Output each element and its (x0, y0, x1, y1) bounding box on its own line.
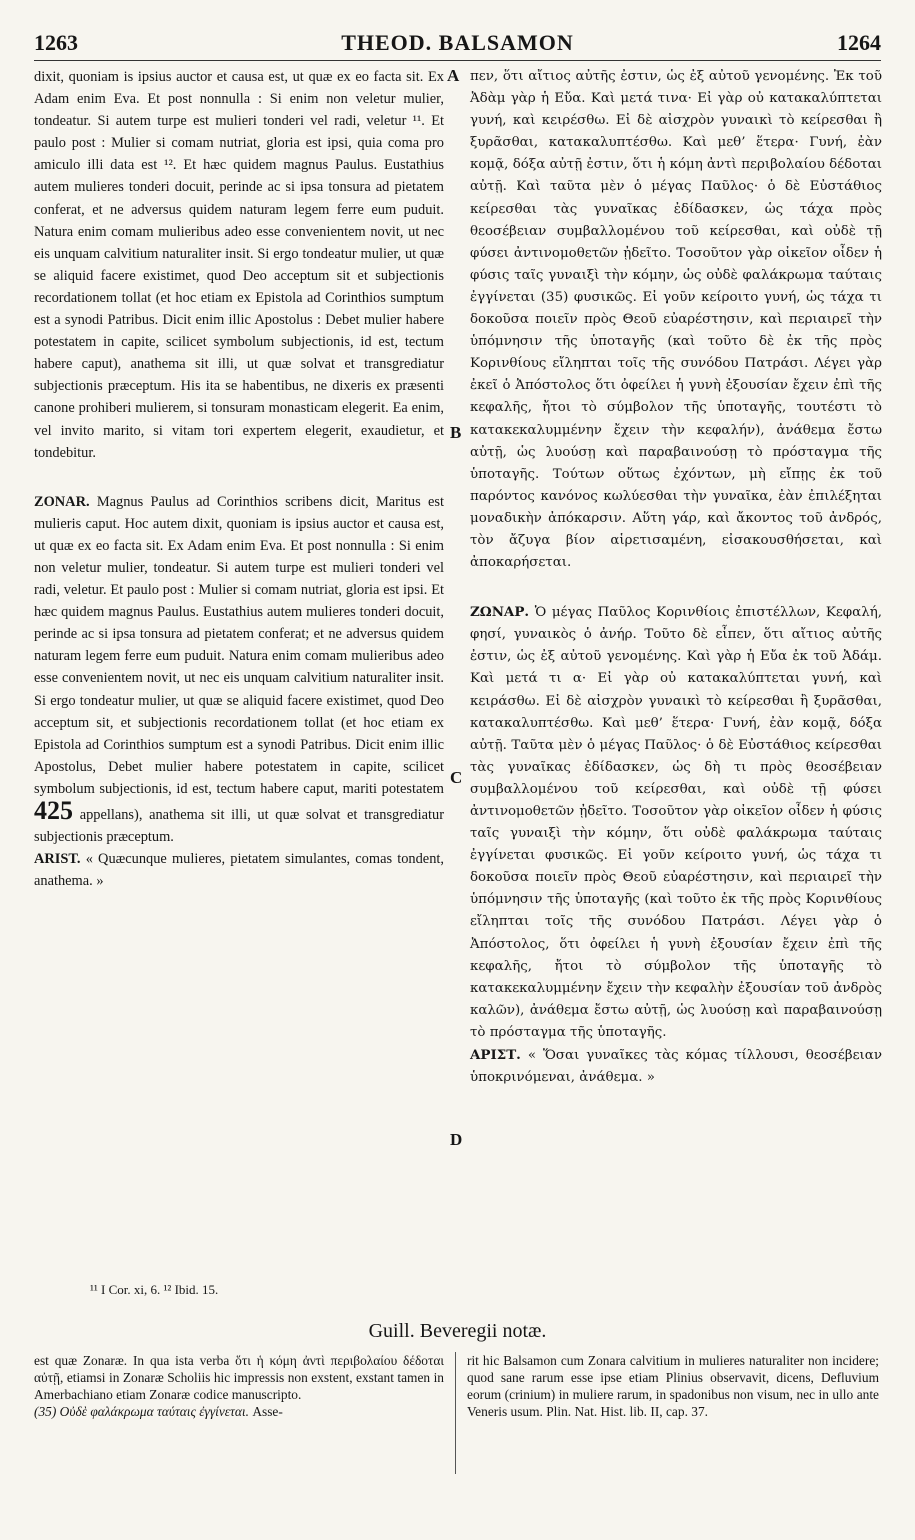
notes-right-column: rit hic Balsamon cum Zonara calvitium in mulieres naturaliter non incidere; quod sane rarum esse ipse etiam Plinius observavit, dicens, Defluvium eorum (crinium) in muliere rarum, in spadonibus non visum, nec in ullo ante Veneris usum. Plin. Nat. Hist. lib. II, cap. 37. (467, 1353, 879, 1419)
greek-column (470, 66, 882, 1089)
margin-marker-a: A (447, 66, 460, 85)
latin-zonaras-tail: appellans), anathema sit illi, ut quæ solvat et transgrediatur subjectionis præceptum. (34, 807, 444, 846)
greek-zonaras-body: Ὁ μέγας Παῦλος Κορινθίοις ἐπιστέλλων, Κεφαλή, φησί, γυναικὸς ὁ ἀνήρ. Τοῦτο δὲ εἶπεν, ὅτι αἴτιος αὐτῆς ἐστιν, ὡς ἐξ αὐτοῦ γενομένης. Καὶ γὰρ ἡ Εὔα ἐκ τοῦ Ἀδάμ. Καὶ μετά τι α· Εἰ γὰρ οὐ κατακαλύπτεται γυνή, καὶ κειράσθω. Εἰ δὲ αἰσχρὸν γυναικὶ τὸ κείρεσθαι ἢ ξυρᾶσθαι, κατακαλυπτέσθω. Καὶ μεθ’ ἕτερα· Γυνή, ἐὰν κομᾷ, δόξα αὐτῇ. Ταῦτα μὲν ὁ μέγας Παῦλος· ὁ δὲ Εὐστάθιος κείρεσθαι τὰς γυναῖκας ἐδίδασκεν, ὡς δὴ τι πρὸς θεοσέβειαν συμβαλλομένου τοῦ κείρεσθαι, καὶ οὐδὲ τῇ φύσει ἀντινομοθετῶν ᾐδεῖτο. Τοσοῦτον γὰρ οἰκεῖον οἶδεν ἡ φύσις ταῖς γυναιξὶ τὴν κόμην, ὅτι οὐδὲ φαλάκρωμα ταύταις ἐγγίνεται φυσικῶς. Εἰ γοῦν κείροιτο γυνή, ὡς τάχα τι δοκοῦσα ποιεῖν πρὸς Θεοῦ εὐαρέστησιν, καὶ περιαιρεῖ τὴν ὑπόμνησιν τῆς ὑποταγῆς (καὶ τοῦτο ἐκ τῆς πρὸς Κορινθίους εἴληπται τοῖς τῆς συνόδου Πατράσι. Λέγει γὰρ ὁ Ἀπόστολος, ὅτι ὀφείλει ἡ γυνὴ ἐξουσίαν ἔχειν ἐπὶ τῆς κεφαλῆς, ἤτοι τὸ σύμβολον τῆς ὑποταγῆς τὸ κατακεκαλυμμένην ἔχειν τὴν κεφαλὴν ἐξουσίαν τοῦ ἀνδρὸς καλῶν), ἀνάθεμα ἔστω αὐτῇ, ὡς λυούσῃ καὶ παραβαινούσῃ τὸ πρόσταγμα τῆς ὑποταγῆς. (470, 605, 882, 1040)
greek-aristenus-lead: ΑΡΙΣΤ. (470, 1047, 521, 1064)
greek-paragraph-zonaras (470, 601, 882, 1044)
running-title: THEOD. BALSAMON (341, 30, 574, 55)
notes-left-column (34, 1352, 444, 1420)
latin-paragraph-aristenus (34, 848, 444, 892)
notes-title: Guill. Beveregii notæ. (368, 1320, 547, 1342)
notes-left-tail: Asse- (252, 1404, 283, 1419)
greek-paragraph-balsamon: πεν, ὅτι αἴτιος αὐτῆς ἐστιν, ὡς ἐξ αὐτοῦ γενομένης. Ἐκ τοῦ Ἀδὰμ γὰρ ἡ Εὔα. Καὶ μετά τινα· Εἰ γὰρ οὐ κατακαλύπτεται γυνή, καὶ κειρέσθω. Εἰ δὲ αἰσχρὸν γυναικὶ τὸ κείρεσθαι ἢ ξυρᾶσθαι, κατακαλυπτέσθω. Καὶ μεθ’ ἕτερα· Γυνή, ἐὰν κομᾷ, δόξα αὐτῇ ἐστιν, ὅτι ἡ κόμη ἀντὶ περιβολαίου δέδοται αὐτῇ. Καὶ ταῦτα μὲν ὁ μέγας Παῦλος· ὁ δὲ Εὐστάθιος κείρεσθαι τὰς γυναῖκας ἐδίδασκεν, ὡς τάχα πρὸς θεοσέβειαν συμβαλλομένου τοῦ κείρεσθαι, καὶ οὐδὲ τῇ φύσει ἀντινομοθετῶν ᾐδεῖτο. Τοσοῦτον γὰρ οἰκεῖον οἶδεν ἡ φύσις ταῖς γυναιξὶ τὴν κόμην, ὡς οὐδὲ φαλάκρωμα ταύταις ἐγγίνεται (35) φυσικῶς. Εἰ γοῦν κείροιτο γυνή, ὡς τάχα τι δοκοῦσα ποιεῖν πρὸς Θεοῦ εὐαρέστησιν, καὶ περιαιρεῖ τὴν ὑπόμνησιν τῆς ὑποταγῆς (καὶ τοῦτο δὲ ἐκ τῆς πρὸς Κορινθίους εἴληπται τοῖς τῆς συνόδου Πατράσι. Λέγει γὰρ ἐκεῖ ὁ Ἀπόστολος ὅτι ὀφείλει ἡ γυνὴ ἐξουσίαν ἔχειν ἐπὶ τῆς κεφαλῆς, ἤτοι τὸ σύμβολον τῆς ὑποταγῆς, τουτέστι τὸ κατακεκαλυμμένην ἔχειν τὴν κεφαλήν), ἀνάθεμα ἔστω αὐτῇ, ὡς λυούσῃ καὶ παραβαινούσῃ τὸ πρόσταγμα τῆς ὑποταγῆς. Τούτων οὕτως ἐχόντων, μὴ εἴπῃς ἐκ τοῦ παρόντος κανόνος κωλύεσθαι τὴν γυναῖκα, ἐὰν ἐπιλέξηται μοναδικὴν ἀπόκαρσιν. Αὕτη γάρ, καὶ ἄκοντος τοῦ ἀνδρός, τὸν ἄζυγα βίον αἱρετισαμένη, εἰσακουσθήσεται, καὶ ἀποκαρήσεται. (470, 69, 882, 571)
greek-aristenus-body: « Ὅσαι γυναῖκες τὰς κόμας τίλλουσι, θεοσέβειαν ὑποκρινόμεναι, ἀνάθεμα. » (470, 1048, 882, 1086)
latin-zonaras-body: Magnus Paulus ad Corinthios scribens dicit, Maritus est mulieris caput. Hoc autem dixit, quoniam is ipsius auctor et causa est, ut quæ ex eo facta sit. Ex Adam enim Eva. Et post nonnulla : Si enim non veletur mulier, tondeatur. Si autem turpe est mulieri tonderi vel radi, veletur. Et paulo post : Mulier si comam nutriat, gloria est ipsi. Et hæc quidem magnus Paulus. Eustathius autem mulieres tonderi docuit, perinde ac si ipsa tonsura ad pietatem conferat; et ne adversus quidem naturam legem ferre eum puduit. Natura enim comam mulieribus adeo esse convenientem novit, ut nec eis unquam calvitium naturaliter insit. Si ergo tondeatur mulier, ut quæ se aliquid facere existimet, quod Deo acceptum sit, et subjectionis recordationem tollat (et hoc etiam ex Epistola ad Corinthios sumptum est a synodi Patribus. Dicit enim illic Apostolus, Debet mulier habere potestatem in capite, scilicet symbolum subjectionis, id est, tectum habere caput, mariti potestatem (34, 493, 444, 797)
notes-left-reference: (35) Οὐδὲ φαλάκρωμα ταύταις ἐγγίνεται. (34, 1404, 249, 1419)
header-rule (34, 60, 881, 61)
margin-marker-c: C (450, 768, 463, 787)
margin-marker-b: B (450, 423, 462, 442)
greek-paragraph-aristenus (470, 1044, 882, 1089)
latin-paragraph-zonaras (34, 491, 444, 849)
page-header (34, 30, 881, 60)
latin-paragraph-balsamon: dixit, quoniam is ipsius auctor et causa est, ut quæ ex eo facta sit. Ex Adam enim Eva. Et post nonnulla : Si enim non veletur mulier, tondeatur. Si autem turpe est mulieri tonderi vel radi, veletur ¹¹. Et paulo post : Mulier si comam nutriat, gloria est ipsi, quia coma pro amiculo illi data est ¹². Et hæc quidem magnus Paulus. Eustathius autem mulieres tonderi docuit, perinde ac si ipsa tonsura ad pietatem conferat, et ne adversus quidem naturam legem ferre eum puduit. Natura enim comam mulieribus adeo esse convenientem novit, ut nec eis unquam calvitium naturaliter insit. Si ergo tondeatur mulier, ut quæ se aliquid facere existimet, quod Deo acceptum sit et subjectionis recordationem tollat (et hoc etiam ex Epistola ad Corinthios sumptum est a synodi Patribus. Dicit enim illic Apostolus : Debet mulier habere potestatem in capite, scilicet symbolum subjectionis, id est, tectum habere caput), anathema sit illi, ut quæ solvat et transgrediatur subjectionis præceptum. His ita se habentibus, ne dixeris ex præsenti canone prohiberi mulierem, si tonsuram monasticam elegerit. Ea enim, vel invito marito, si vitam tori expertem elegerit, exaudietur, et tondebitur. (34, 69, 444, 461)
footnotes: ¹¹ I Cor. xi, 6. ¹² Ibid. 15. (90, 1282, 219, 1297)
column-number: 425 (34, 796, 73, 825)
left-page-number: 1263 (34, 30, 78, 55)
notes-left-text: est quæ Zonaræ. In qua ista verba ὅτι ἡ κόμη ἀντὶ περιβολαίου δέδοται αὐτῇ, etiamsi in Zonaræ Scholiis hic impressis non exstent, exstant tamen in Amerbachiano etiam Zonaræ codice manuscripto. (34, 1353, 444, 1402)
latin-column (34, 66, 444, 892)
margin-marker-d: D (450, 1130, 463, 1149)
latin-aristenus-lead: ARIST. (34, 851, 81, 868)
latin-zonaras-lead: ZONAR. (34, 493, 90, 510)
latin-aristenus-body: « Quæcunque mulieres, pietatem simulantes, comas tondent, anathema. » (34, 851, 444, 890)
greek-zonaras-lead: ΖΩΝΑΡ. (470, 604, 530, 621)
notes-divider (455, 1352, 456, 1474)
right-page-number: 1264 (837, 30, 881, 55)
